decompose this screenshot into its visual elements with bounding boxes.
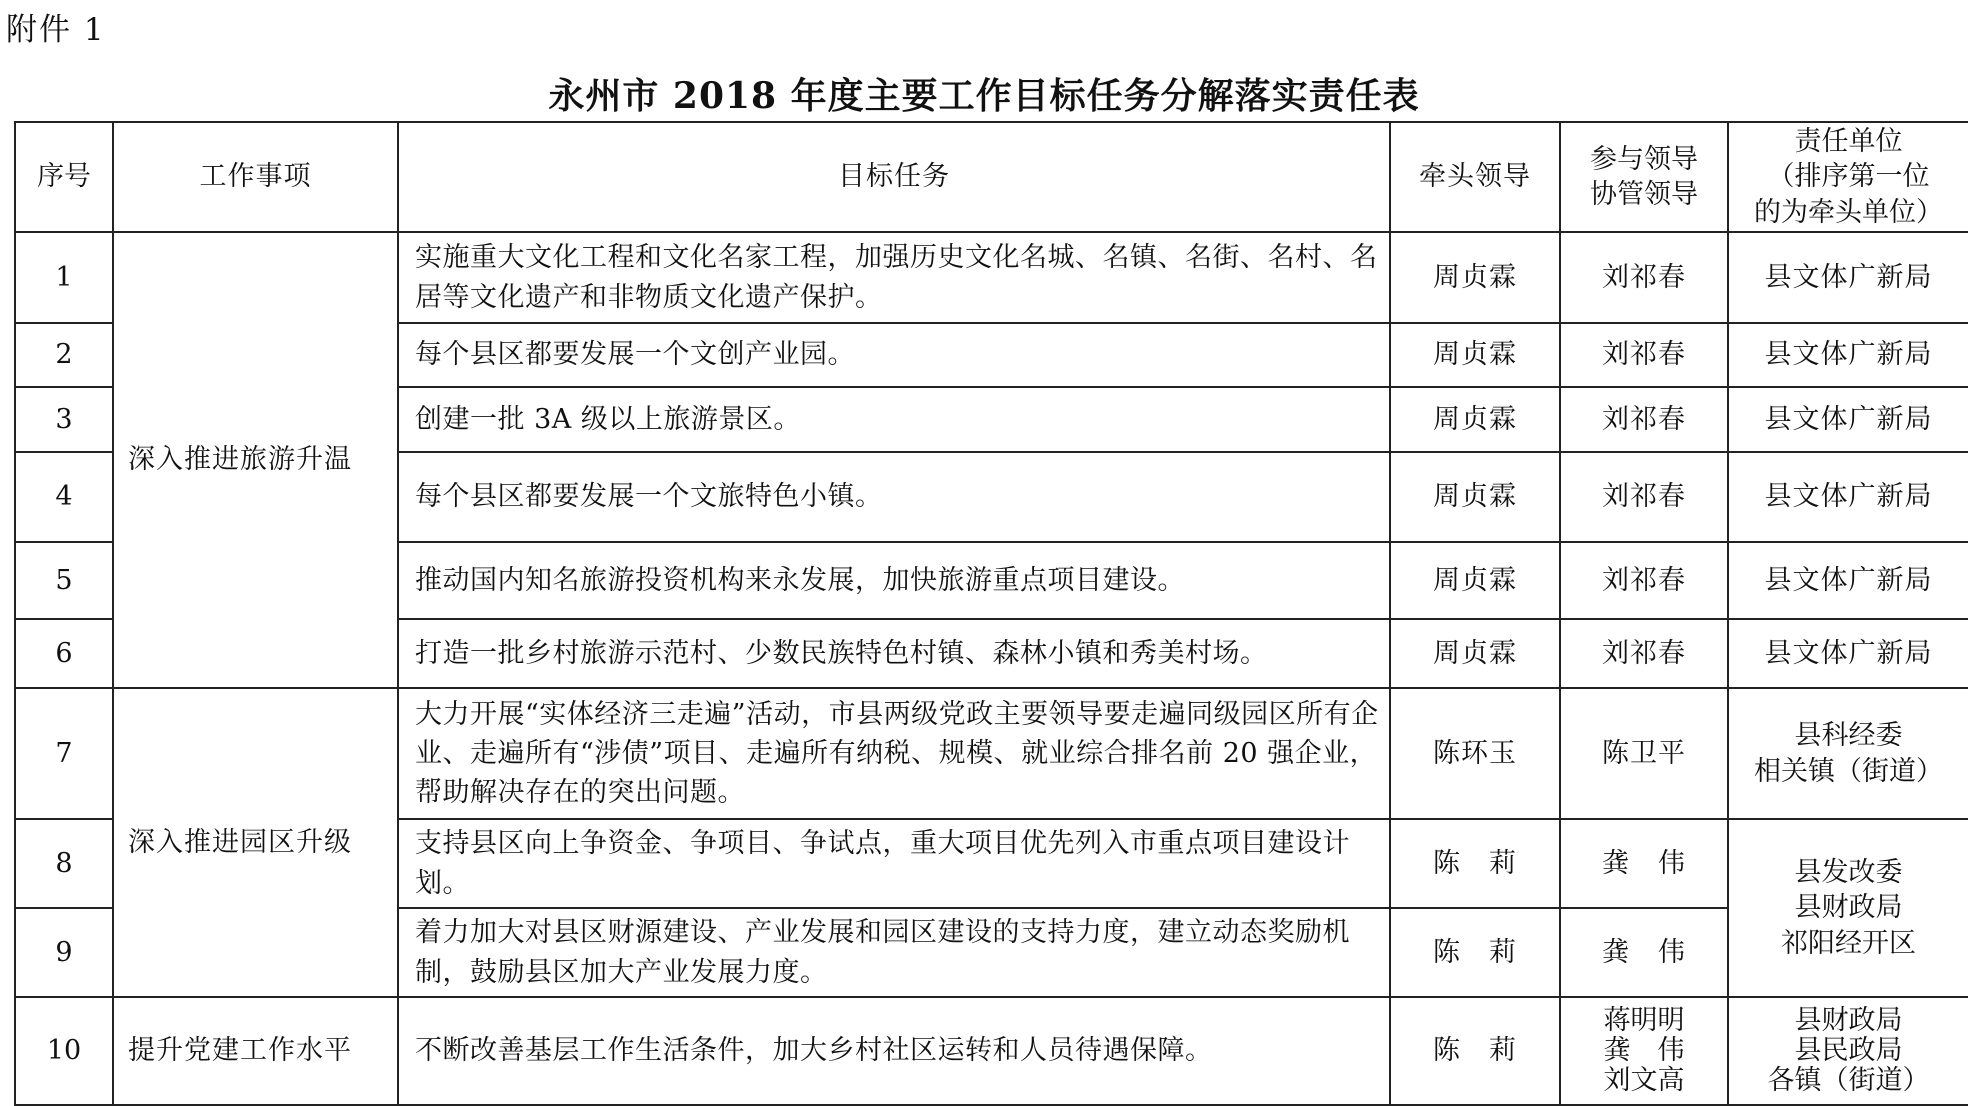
responsible-unit: 县文体广新局 (1728, 452, 1968, 542)
lead-leader: 陈 莉 (1390, 819, 1560, 908)
target-task: 着力加大对县区财源建设、产业发展和园区建设的支持力度，建立动态奖励机制，鼓励县区加大产业发展力度。 (398, 908, 1390, 997)
target-task: 实施重大文化工程和文化名家工程，加强历史文化名城、名镇、名街、名村、名居等文化遗产和非物质文化遗产保护。 (398, 232, 1390, 323)
header-unit (1728, 122, 1968, 232)
responsible-unit: 县文体广新局 (1728, 232, 1968, 323)
lead-leader: 周贞霖 (1390, 232, 1560, 323)
row-no: 2 (15, 323, 113, 387)
header-assist-text: 参与领导 协管领导 (1590, 143, 1698, 210)
work-matter: 提升党建工作水平 (113, 997, 398, 1105)
work-matter: 深入推进旅游升温 (113, 232, 398, 688)
responsibility-table (14, 121, 1968, 1106)
responsible-unit-text: 县发改委 县财政局 祁阳经开区 (1781, 857, 1916, 959)
responsible-unit: 县文体广新局 (1728, 542, 1968, 619)
table-row (15, 688, 1968, 819)
lead-leader: 周贞霖 (1390, 619, 1560, 688)
assist-leader: 刘祁春 (1560, 542, 1728, 619)
assist-leader: 龚 伟 (1560, 819, 1728, 908)
table-row (15, 232, 1968, 323)
header-lead: 牵头领导 (1390, 122, 1560, 232)
row-no: 10 (15, 997, 113, 1105)
header-matter: 工作事项 (113, 122, 398, 232)
target-task: 推动国内知名旅游投资机构来永发展，加快旅游重点项目建设。 (398, 542, 1390, 619)
row-no: 6 (15, 619, 113, 688)
assist-leader: 刘祁春 (1560, 619, 1728, 688)
row-no: 4 (15, 452, 113, 542)
header-unit-text: 责任单位 （排序第一位 的为牵头单位） (1754, 126, 1943, 228)
attachment-label: 附件 1 (6, 12, 106, 48)
responsible-unit (1728, 688, 1968, 819)
target-task: 每个县区都要发展一个文旅特色小镇。 (398, 452, 1390, 542)
responsible-unit-text: 县科经委 相关镇（街道） (1754, 720, 1943, 787)
lead-leader: 周贞霖 (1390, 323, 1560, 387)
work-matter: 深入推进园区升级 (113, 688, 398, 997)
table-header-row (15, 122, 1968, 232)
responsible-unit (1728, 819, 1968, 997)
row-no: 9 (15, 908, 113, 997)
responsible-unit: 县文体广新局 (1728, 387, 1968, 452)
header-no: 序号 (15, 122, 113, 232)
assist-leader: 刘祁春 (1560, 452, 1728, 542)
responsible-unit: 县文体广新局 (1728, 619, 1968, 688)
responsible-unit-text: 县财政局 县民政局 各镇（街道） (1767, 1004, 1930, 1097)
target-task: 创建一批 3A 级以上旅游景区。 (398, 387, 1390, 452)
assist-leader: 龚 伟 (1560, 908, 1728, 997)
table-row (15, 997, 1968, 1105)
lead-leader: 陈 莉 (1390, 908, 1560, 997)
assist-leader: 陈卫平 (1560, 688, 1728, 819)
target-task: 支持县区向上争资金、争项目、争试点，重大项目优先列入市重点项目建设计划。 (398, 819, 1390, 908)
target-task: 大力开展“实体经济三走遍”活动，市县两级党政主要领导要走遍同级园区所有企业、走遍所有“涉债”项目、走遍所有纳税、规模、就业综合排名前 20 强企业，帮助解决存在的突出问题。 (398, 688, 1390, 819)
assist-leader: 刘祁春 (1560, 232, 1728, 323)
row-no: 3 (15, 387, 113, 452)
target-task: 打造一批乡村旅游示范村、少数民族特色村镇、森林小镇和秀美村场。 (398, 619, 1390, 688)
header-task: 目标任务 (398, 122, 1390, 232)
assist-leader-text: 蒋明明 龚 伟 刘文高 (1603, 1004, 1685, 1097)
page-title: 永州市 2018 年度主要工作目标任务分解落实责任表 (548, 75, 1420, 117)
row-no: 5 (15, 542, 113, 619)
target-task: 每个县区都要发展一个文创产业园。 (398, 323, 1390, 387)
row-no: 8 (15, 819, 113, 908)
assist-leader: 刘祁春 (1560, 387, 1728, 452)
lead-leader: 周贞霖 (1390, 387, 1560, 452)
lead-leader: 周贞霖 (1390, 452, 1560, 542)
responsible-unit: 县文体广新局 (1728, 323, 1968, 387)
row-no: 1 (15, 232, 113, 323)
lead-leader: 陈环玉 (1390, 688, 1560, 819)
lead-leader: 周贞霖 (1390, 542, 1560, 619)
assist-leader: 刘祁春 (1560, 323, 1728, 387)
row-no: 7 (15, 688, 113, 819)
assist-leader (1560, 997, 1728, 1105)
lead-leader: 陈 莉 (1390, 997, 1560, 1105)
responsible-unit (1728, 997, 1968, 1105)
header-assist (1560, 122, 1728, 232)
target-task: 不断改善基层工作生活条件，加大乡村社区运转和人员待遇保障。 (398, 997, 1390, 1105)
